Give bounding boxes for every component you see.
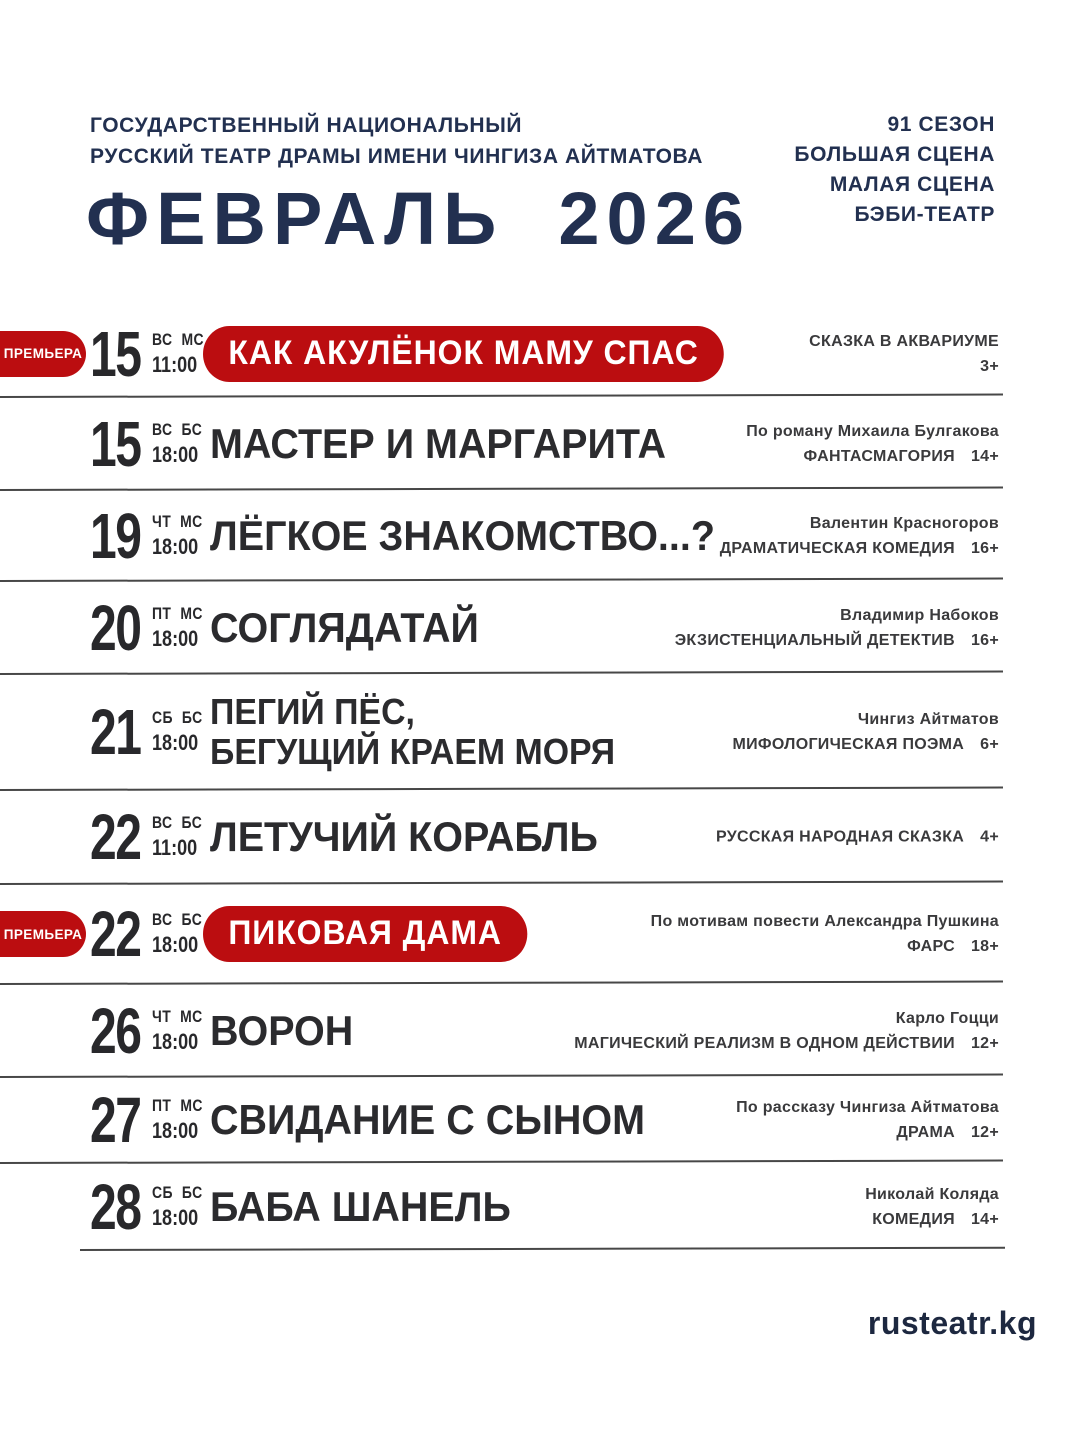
event-date <box>90 1170 214 1243</box>
event-day-stage <box>152 1183 203 1203</box>
month-title: ФЕВРАЛЬ 2026 <box>86 177 752 260</box>
event-info <box>732 707 999 757</box>
event-info-line <box>574 1031 999 1056</box>
event-day-number: 28 <box>90 1170 141 1243</box>
schedule-row <box>0 984 1079 1077</box>
event-weekday: СБ <box>152 1182 173 1202</box>
event-title-line: ПЕГИЙ ПЁС, <box>210 691 415 732</box>
event-info-text: По рассказу Чингиза Айтматова <box>736 1099 999 1116</box>
event-weekday: ВС <box>152 910 173 929</box>
season-and-stages <box>794 110 995 230</box>
schedule-row <box>0 581 1079 674</box>
event-time: 11:00 <box>152 351 198 377</box>
event-info-text: Николай Коляда <box>865 1185 999 1203</box>
schedule-row <box>0 884 1079 984</box>
event-day-number: 22 <box>90 801 141 873</box>
event-title-line: БАБА ШАНЕЛЬ <box>210 1182 511 1230</box>
premiere-badge: ПРЕМЬЕРА <box>0 911 86 957</box>
event-info-text: По мотивам повести Александра Пушкина <box>650 913 999 930</box>
event-date <box>90 499 214 572</box>
schedule-row <box>0 1077 1079 1163</box>
event-date-meta <box>152 1096 214 1144</box>
event-info-line <box>651 934 999 959</box>
event-day-stage <box>152 330 204 350</box>
event-info-line <box>720 511 999 536</box>
stage-label-malaya: МАЛАЯ СЦЕНА <box>829 173 995 196</box>
event-title-line: МАСТЕР И МАРГАРИТА <box>210 419 667 467</box>
event-day-number: 20 <box>90 591 141 664</box>
event-info-text: МИФОЛОГИЧЕСКАЯ ПОЭМА <box>732 736 965 753</box>
event-title <box>210 692 615 772</box>
age-rating: 14+ <box>970 447 999 465</box>
event-time: 18:00 <box>152 533 199 559</box>
event-title <box>203 906 527 962</box>
event-time: 18:00 <box>152 625 199 651</box>
event-info-text: СКАЗКА В АКВАРИУМЕ <box>809 332 999 350</box>
age-rating: 12+ <box>970 1034 999 1052</box>
event-title <box>210 1182 511 1230</box>
schedule-row <box>0 1163 1079 1250</box>
event-day-stage <box>152 420 202 440</box>
event-time: 18:00 <box>152 1028 199 1054</box>
event-info <box>809 329 999 379</box>
event-time: 11:00 <box>152 835 198 860</box>
event-stage: МС <box>181 329 204 349</box>
event-date-meta <box>152 420 213 468</box>
stage-label-bolshaya: БОЛЬШАЯ СЦЕНА <box>794 143 995 166</box>
age-rating: 14+ <box>970 1210 999 1228</box>
schedule <box>0 310 1079 1250</box>
event-info-text: КОМЕДИЯ <box>872 1210 955 1228</box>
event-day-number: 19 <box>90 499 141 572</box>
event-date-meta <box>152 1007 214 1055</box>
stage-label-baby: БЭБИ-ТЕАТР <box>854 203 995 226</box>
age-rating: 4+ <box>980 828 999 846</box>
event-date-meta <box>152 604 214 652</box>
event-weekday: ПТ <box>152 603 172 623</box>
event-time: 18:00 <box>152 1118 199 1143</box>
event-title <box>210 603 479 651</box>
event-day-stage <box>152 1096 203 1116</box>
event-stage: МС <box>180 1006 203 1026</box>
event-title-line: ВОРОН <box>210 1006 354 1054</box>
age-rating: 6+ <box>980 736 999 753</box>
event-date <box>90 591 214 664</box>
event-info-line <box>809 329 999 354</box>
event-title-line: СОГЛЯДАТАЙ <box>210 603 479 651</box>
event-info-text: ФАНТАСМАГОРИЯ <box>803 447 955 465</box>
schedule-row <box>0 790 1079 884</box>
event-time: 18:00 <box>152 932 199 957</box>
event-info <box>746 419 999 469</box>
schedule-row <box>0 490 1079 581</box>
event-day-number: 21 <box>90 696 141 768</box>
event-info-line <box>651 909 999 934</box>
event-stage: МС <box>180 603 203 623</box>
event-info-line <box>574 1006 999 1031</box>
event-info-line <box>716 825 999 850</box>
event-info <box>865 1182 999 1232</box>
event-date-meta <box>152 813 213 861</box>
event-weekday: СБ <box>152 708 173 727</box>
event-info-text: ФАРС <box>907 938 955 955</box>
event-info-text: Карло Гоцци <box>895 1009 999 1027</box>
organization-name <box>90 110 703 172</box>
event-day-number: 27 <box>90 1084 141 1156</box>
org-name-line1: ГОСУДАРСТВЕННЫЙ НАЦИОНАЛЬНЫЙ <box>90 114 523 137</box>
age-rating: 12+ <box>970 1124 999 1141</box>
event-date <box>90 801 213 873</box>
event-weekday: ВС <box>152 329 173 349</box>
event-info-text: Чингиз Айтматов <box>857 711 999 728</box>
event-weekday: ПТ <box>152 1096 172 1115</box>
event-info-line <box>746 444 999 469</box>
event-info-line <box>809 354 999 379</box>
event-day-number: 15 <box>90 407 141 480</box>
event-stage: МС <box>180 511 203 531</box>
age-rating: 3+ <box>980 357 999 375</box>
event-stage: БС <box>181 910 203 929</box>
event-weekday: ЧТ <box>152 1006 172 1026</box>
event-time: 18:00 <box>152 441 199 467</box>
event-info <box>736 1095 999 1145</box>
event-date <box>90 1084 214 1156</box>
event-day-stage <box>152 604 203 624</box>
event-info <box>675 603 999 653</box>
event-weekday: ВС <box>152 419 173 439</box>
event-title <box>203 326 724 382</box>
event-date <box>90 317 215 390</box>
event-info <box>716 825 999 850</box>
event-info-text: МАГИЧЕСКИЙ РЕАЛИЗМ В ОДНОМ ДЕЙСТВИИ <box>574 1034 955 1052</box>
event-stage: БС <box>181 1182 203 1202</box>
event-day-stage <box>152 813 202 833</box>
event-info-text: Владимир Набоков <box>840 606 999 624</box>
event-day-number: 22 <box>90 898 141 970</box>
event-title-line: КАК АКУЛЁНОК МАМУ СПАС <box>228 333 699 372</box>
event-info-text: РУССКАЯ НАРОДНАЯ СКАЗКА <box>715 828 965 846</box>
event-info-line <box>732 732 999 757</box>
event-info-line <box>865 1207 999 1232</box>
schedule-row <box>0 674 1079 790</box>
event-info-text: Валентин Красногоров <box>809 514 999 532</box>
event-title <box>210 511 715 559</box>
event-info-line <box>746 419 999 444</box>
event-date-meta <box>152 708 214 756</box>
event-info-text: ДРАМА <box>896 1124 955 1141</box>
event-title-line: ЛЕТУЧИЙ КОРАБЛЬ <box>210 813 598 860</box>
age-rating: 16+ <box>970 539 999 557</box>
event-info-text: ЭКЗИСТЕНЦИАЛЬНЫЙ ДЕТЕКТИВ <box>674 631 955 649</box>
event-title-line: СВИДАНИЕ С СЫНОМ <box>210 1096 645 1143</box>
event-date <box>90 898 213 970</box>
premiere-badge: ПРЕМЬЕРА <box>0 331 86 377</box>
org-name-line2: РУССКИЙ ТЕАТР ДРАМЫ ИМЕНИ ЧИНГИЗА АЙТМАТОВА <box>90 145 704 168</box>
event-info <box>574 1006 999 1056</box>
event-info <box>651 909 999 959</box>
event-info-line <box>732 707 999 732</box>
age-rating: 16+ <box>970 631 999 649</box>
event-info-line <box>675 628 999 653</box>
event-stage: БС <box>181 419 203 439</box>
event-day-number: 15 <box>90 317 141 390</box>
event-weekday: ВС <box>152 813 173 832</box>
event-date <box>90 696 214 768</box>
event-stage: МС <box>180 1096 203 1115</box>
event-title <box>210 1006 354 1054</box>
age-rating: 18+ <box>970 938 999 955</box>
event-info-text: По роману Михаила Булгакова <box>746 422 999 440</box>
schedule-row <box>0 310 1079 397</box>
event-info-line <box>720 536 999 561</box>
event-stage: БС <box>181 708 203 727</box>
event-date-meta <box>152 512 214 560</box>
event-info-text: ДРАМАТИЧЕСКАЯ КОМЕДИЯ <box>719 539 955 557</box>
event-title <box>210 1098 645 1142</box>
event-title-line: ПИКОВАЯ ДАМА <box>228 914 502 952</box>
event-info <box>720 511 999 561</box>
event-title-line: ЛЁГКОЕ ЗНАКОМСТВО...? <box>210 511 715 559</box>
event-date-meta <box>152 1183 214 1231</box>
event-date <box>90 994 214 1067</box>
event-info-line <box>736 1095 999 1120</box>
event-info-line <box>736 1120 999 1145</box>
event-title <box>210 419 667 467</box>
website: rusteatr.kg <box>867 1305 1037 1341</box>
event-weekday: ЧТ <box>152 511 172 531</box>
event-time: 18:00 <box>152 730 199 755</box>
event-day-number: 26 <box>90 994 141 1067</box>
schedule-row <box>0 397 1079 490</box>
event-date <box>90 407 213 480</box>
event-title-line: БЕГУЩИЙ КРАЕМ МОРЯ <box>210 731 616 772</box>
event-info-line <box>865 1182 999 1207</box>
event-day-stage <box>152 512 203 532</box>
event-info-line <box>675 603 999 628</box>
event-stage: БС <box>181 813 203 832</box>
event-day-stage <box>152 708 203 728</box>
season-label: 91 СЕЗОН <box>887 113 995 136</box>
event-time: 18:00 <box>152 1204 199 1230</box>
event-title <box>210 815 598 859</box>
event-day-stage <box>152 910 202 930</box>
event-day-stage <box>152 1007 203 1027</box>
